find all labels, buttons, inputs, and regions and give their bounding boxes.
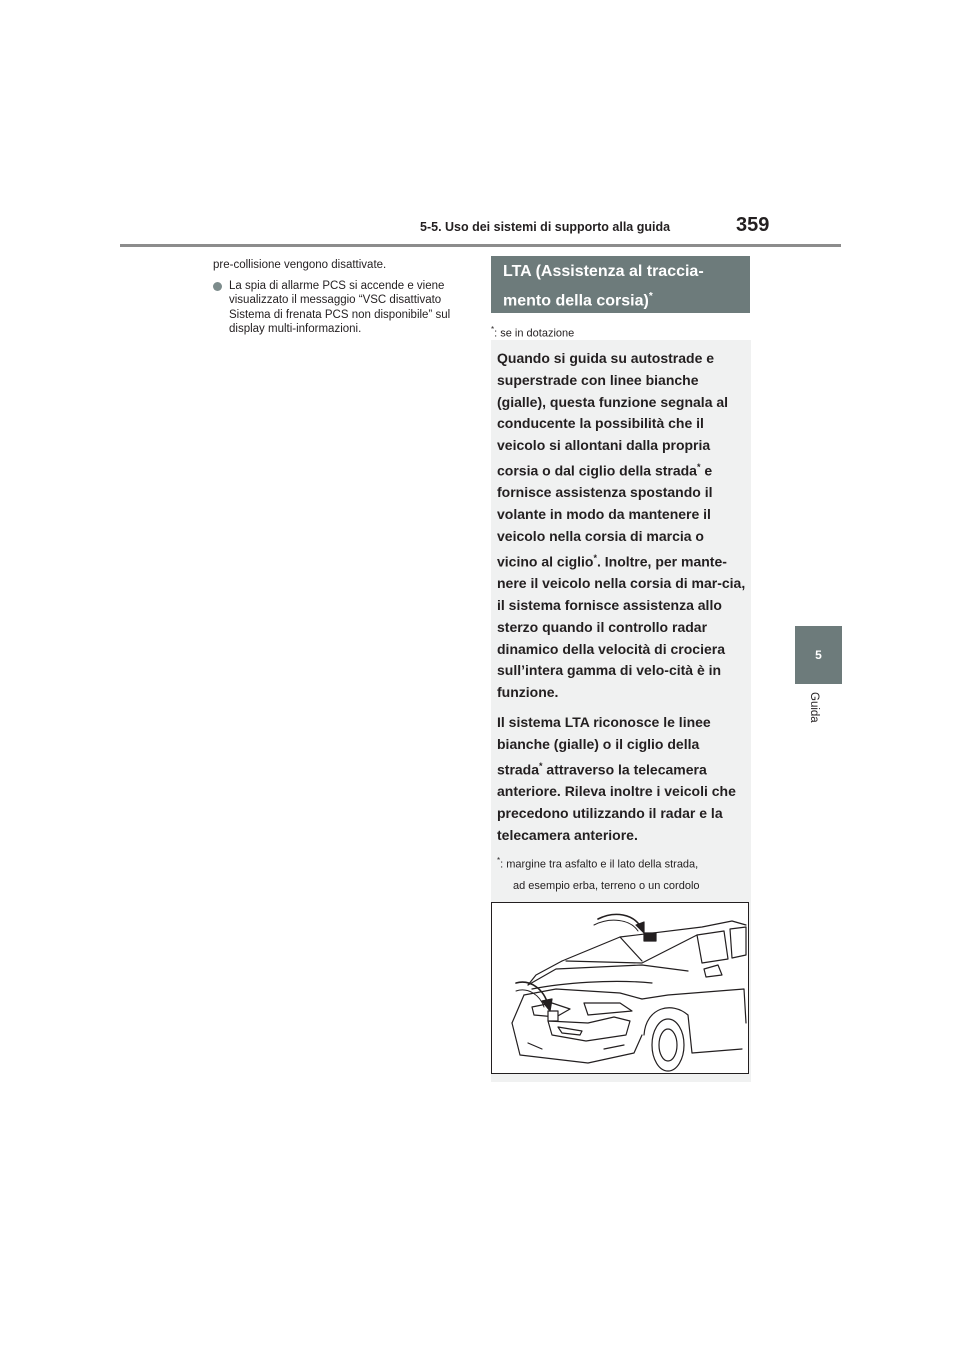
lta-section-header: [491, 256, 750, 313]
title-asterisk: *: [648, 291, 653, 302]
lta-description: [497, 348, 747, 855]
continuation-text: pre-collisione vengono disattivate.: [213, 259, 387, 271]
bullet-icon: [213, 282, 222, 291]
chapter-label: Guida: [808, 692, 820, 723]
bullet-text: La spia di allarme PCS si accende e viene visualizzato il messaggio “VSC disattivato Sistema di frenata PCS non disponibile” sul display multi-informazioni.: [229, 279, 451, 336]
availability-footnote: *: se in dotazione: [491, 325, 575, 340]
section-title: 5-5. Uso dei sistemi di supporto alla guida: [420, 220, 671, 234]
footnote-asterisk: *: [491, 325, 495, 334]
page-number: 359: [736, 214, 770, 236]
car-sensors-illustration: [492, 903, 748, 1073]
note-asterisk: *: [497, 856, 501, 865]
lta-title-line1: LTA (Assistenza al traccia-: [503, 263, 704, 280]
lta-paragraph-2: Il sistema LTA riconosce le linee bianche (gialle) o il ciglio della strada* attraverso la telecamera anteriore. Rileva inoltre i veicoli che precedono utilizzando il radar e la telecamera anteriore.: [497, 714, 736, 843]
chapter-tab: 5: [795, 626, 842, 684]
lta-paragraph-1: Quando si guida su autostrade e superstrade con linee bianche (gialle), questa funzione segnala al conducente la possibilità che il veicolo si allontani dalla propria corsia o dal ciglio della strada* e fornisce assistenza spostando il volante in modo da mantenere il veicolo nella corsia di marcia o vicino al ciglio*. Inoltre, per mante-nere il veicolo nella corsia di mar-cia, il sistema fornisce assistenza allo sterzo quando il controllo radar dinamico della velocità di crociera sull’intera gamma di velo-cità è in funzione.: [497, 350, 746, 701]
lta-title-line2: mento della corsia)*: [503, 291, 653, 310]
vehicle-illustration: [491, 902, 749, 1074]
header-divider: [120, 244, 841, 247]
left-column: [213, 258, 471, 343]
bullet-item: [213, 279, 471, 337]
roadside-definition-note: *: margine tra asfalto e il lato della strada, ad esempio erba, terreno o un cordolo: [497, 856, 700, 892]
